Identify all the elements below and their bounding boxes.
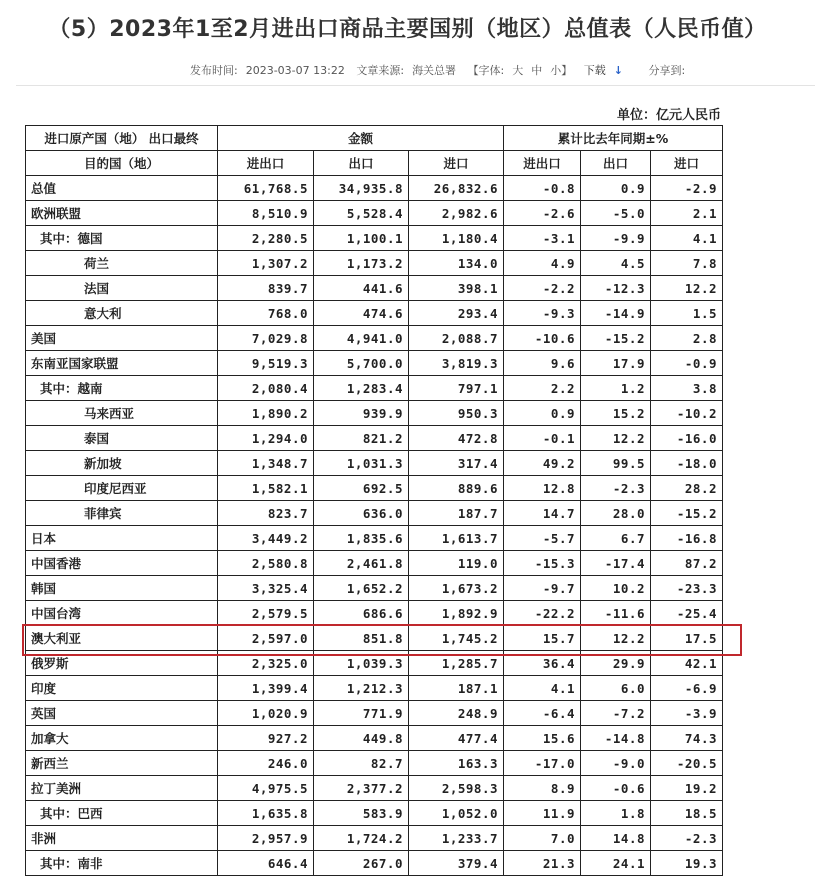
cell-amount-export: 1,039.3	[314, 651, 409, 676]
cell-amount-import: 187.1	[409, 676, 504, 701]
cell-amount-export: 583.9	[314, 801, 409, 826]
cell-amount-import: 2,982.6	[409, 201, 504, 226]
cell-growth-total: -0.8	[504, 176, 581, 201]
article-meta	[190, 62, 693, 78]
region-name: 新西兰	[26, 751, 218, 776]
cell-growth-total: 12.8	[504, 476, 581, 501]
cell-amount-total: 2,580.8	[218, 551, 314, 576]
cell-amount-export: 4,941.0	[314, 326, 409, 351]
cell-amount-import: 1,052.0	[409, 801, 504, 826]
cell-growth-import: -20.5	[651, 751, 723, 776]
cell-growth-export: -0.6	[581, 776, 651, 801]
cell-amount-total: 2,579.5	[218, 601, 314, 626]
cell-growth-import: 18.5	[651, 801, 723, 826]
cell-amount-export: 449.8	[314, 726, 409, 751]
cell-growth-total: 4.9	[504, 251, 581, 276]
header-growth: 累计比去年同期±%	[504, 126, 723, 151]
region-name: 总值	[26, 176, 218, 201]
cell-growth-import: 4.1	[651, 226, 723, 251]
cell-growth-import: -15.2	[651, 501, 723, 526]
header-growth-export: 出口	[581, 151, 651, 176]
table-row	[26, 351, 723, 376]
table-row	[26, 301, 723, 326]
cell-growth-total: -10.6	[504, 326, 581, 351]
table-row	[26, 551, 723, 576]
cell-growth-total: -22.2	[504, 601, 581, 626]
table-row	[26, 251, 723, 276]
font-large-link[interactable]: 大	[512, 64, 524, 77]
region-name: 拉丁美洲	[26, 776, 218, 801]
divider	[16, 85, 815, 86]
region-name: 加拿大	[26, 726, 218, 751]
cell-amount-import: 1,745.2	[409, 626, 504, 651]
cell-amount-total: 2,080.4	[218, 376, 314, 401]
cell-amount-import: 3,819.3	[409, 351, 504, 376]
region-name: 其中：德国	[26, 226, 218, 251]
cell-growth-export: 12.2	[581, 426, 651, 451]
cell-growth-total: 9.6	[504, 351, 581, 376]
cell-amount-import: 317.4	[409, 451, 504, 476]
cell-growth-import: 28.2	[651, 476, 723, 501]
cell-amount-export: 82.7	[314, 751, 409, 776]
cell-growth-export: 29.9	[581, 651, 651, 676]
cell-amount-total: 646.4	[218, 851, 314, 876]
cell-amount-export: 34,935.8	[314, 176, 409, 201]
cell-growth-export: 99.5	[581, 451, 651, 476]
region-name: 马来西亚	[26, 401, 218, 426]
table-row	[26, 826, 723, 851]
region-name: 欧洲联盟	[26, 201, 218, 226]
cell-growth-total: 15.7	[504, 626, 581, 651]
source-label: 文章来源:	[356, 64, 405, 77]
region-name: 泰国	[26, 426, 218, 451]
download-link[interactable]: 下载	[583, 64, 606, 77]
table-row	[26, 651, 723, 676]
cell-amount-import: 379.4	[409, 851, 504, 876]
cell-amount-import: 1,285.7	[409, 651, 504, 676]
header-region-2: 目的国（地）	[26, 151, 218, 176]
cell-growth-import: -16.0	[651, 426, 723, 451]
cell-amount-total: 839.7	[218, 276, 314, 301]
cell-growth-total: -9.7	[504, 576, 581, 601]
cell-amount-total: 1,307.2	[218, 251, 314, 276]
cell-growth-import: 87.2	[651, 551, 723, 576]
cell-growth-import: -25.4	[651, 601, 723, 626]
cell-growth-total: -15.3	[504, 551, 581, 576]
cell-amount-import: 889.6	[409, 476, 504, 501]
cell-growth-total: 4.1	[504, 676, 581, 701]
table-row	[26, 476, 723, 501]
cell-growth-import: 42.1	[651, 651, 723, 676]
cell-amount-total: 2,325.0	[218, 651, 314, 676]
table-row	[26, 726, 723, 751]
table-row	[26, 576, 723, 601]
cell-growth-total: 0.9	[504, 401, 581, 426]
cell-amount-total: 1,294.0	[218, 426, 314, 451]
cell-amount-import: 26,832.6	[409, 176, 504, 201]
cell-growth-export: -5.0	[581, 201, 651, 226]
cell-amount-export: 821.2	[314, 426, 409, 451]
cell-amount-import: 477.4	[409, 726, 504, 751]
cell-amount-total: 8,510.9	[218, 201, 314, 226]
cell-growth-export: -9.0	[581, 751, 651, 776]
header-growth-total: 进出口	[504, 151, 581, 176]
cell-growth-import: 12.2	[651, 276, 723, 301]
cell-growth-import: 19.3	[651, 851, 723, 876]
cell-amount-export: 851.8	[314, 626, 409, 651]
cell-growth-total: 2.2	[504, 376, 581, 401]
cell-growth-import: 74.3	[651, 726, 723, 751]
cell-growth-export: -15.2	[581, 326, 651, 351]
cell-growth-total: 36.4	[504, 651, 581, 676]
cell-amount-import: 797.1	[409, 376, 504, 401]
region-name: 中国台湾	[26, 601, 218, 626]
trade-table	[25, 125, 723, 876]
cell-amount-import: 1,613.7	[409, 526, 504, 551]
cell-growth-import: -2.3	[651, 826, 723, 851]
cell-growth-import: -6.9	[651, 676, 723, 701]
cell-amount-total: 927.2	[218, 726, 314, 751]
cell-amount-import: 398.1	[409, 276, 504, 301]
region-name: 印度	[26, 676, 218, 701]
cell-amount-import: 134.0	[409, 251, 504, 276]
share-label: 分享到:	[648, 64, 686, 77]
region-name: 韩国	[26, 576, 218, 601]
cell-growth-total: 11.9	[504, 801, 581, 826]
source: 海关总署	[412, 64, 457, 77]
cell-amount-total: 2,957.9	[218, 826, 314, 851]
cell-amount-import: 2,088.7	[409, 326, 504, 351]
table-row	[26, 601, 723, 626]
cell-amount-import: 248.9	[409, 701, 504, 726]
table-row	[26, 751, 723, 776]
cell-amount-total: 1,020.9	[218, 701, 314, 726]
header-amount-total: 进出口	[218, 151, 314, 176]
table-row	[26, 801, 723, 826]
cell-growth-import: -0.9	[651, 351, 723, 376]
cell-amount-export: 692.5	[314, 476, 409, 501]
cell-growth-total: 49.2	[504, 451, 581, 476]
cell-growth-total: 14.7	[504, 501, 581, 526]
cell-amount-total: 1,348.7	[218, 451, 314, 476]
table-row	[26, 851, 723, 876]
table-row	[26, 201, 723, 226]
cell-amount-total: 1,582.1	[218, 476, 314, 501]
region-name: 东南亚国家联盟	[26, 351, 218, 376]
cell-amount-export: 771.9	[314, 701, 409, 726]
cell-growth-total: -5.7	[504, 526, 581, 551]
cell-growth-import: -2.9	[651, 176, 723, 201]
cell-amount-total: 1,890.2	[218, 401, 314, 426]
region-name: 其中：越南	[26, 376, 218, 401]
cell-amount-import: 1,673.2	[409, 576, 504, 601]
cell-growth-export: 1.2	[581, 376, 651, 401]
table-row	[26, 776, 723, 801]
cell-amount-import: 1,233.7	[409, 826, 504, 851]
header-amount: 金额	[218, 126, 504, 151]
cell-growth-import: -23.3	[651, 576, 723, 601]
cell-amount-import: 119.0	[409, 551, 504, 576]
region-name: 非洲	[26, 826, 218, 851]
cell-growth-total: 21.3	[504, 851, 581, 876]
cell-amount-export: 636.0	[314, 501, 409, 526]
cell-growth-import: -16.8	[651, 526, 723, 551]
cell-amount-export: 441.6	[314, 276, 409, 301]
header-growth-import: 进口	[651, 151, 723, 176]
cell-amount-export: 5,528.4	[314, 201, 409, 226]
table-row	[26, 426, 723, 451]
cell-growth-total: 7.0	[504, 826, 581, 851]
cell-amount-import: 2,598.3	[409, 776, 504, 801]
region-name: 荷兰	[26, 251, 218, 276]
cell-growth-total: -9.3	[504, 301, 581, 326]
region-name: 其中：南非	[26, 851, 218, 876]
cell-amount-total: 3,449.2	[218, 526, 314, 551]
unit-label: 单位：亿元人民币	[616, 108, 721, 123]
cell-growth-export: -7.2	[581, 701, 651, 726]
cell-amount-export: 1,283.4	[314, 376, 409, 401]
cell-amount-export: 1,724.2	[314, 826, 409, 851]
cell-amount-total: 1,399.4	[218, 676, 314, 701]
cell-amount-total: 2,280.5	[218, 226, 314, 251]
cell-growth-import: -10.2	[651, 401, 723, 426]
cell-growth-export: 24.1	[581, 851, 651, 876]
cell-amount-import: 293.4	[409, 301, 504, 326]
cell-amount-total: 768.0	[218, 301, 314, 326]
table-row	[26, 676, 723, 701]
region-name: 美国	[26, 326, 218, 351]
cell-growth-total: -0.1	[504, 426, 581, 451]
font-size-label: 【字体:	[467, 64, 505, 77]
cell-amount-total: 2,597.0	[218, 626, 314, 651]
region-name: 日本	[26, 526, 218, 551]
cell-amount-import: 1,180.4	[409, 226, 504, 251]
cell-growth-import: 2.1	[651, 201, 723, 226]
region-name: 菲律宾	[26, 501, 218, 526]
cell-amount-import: 950.3	[409, 401, 504, 426]
cell-amount-total: 246.0	[218, 751, 314, 776]
region-name: 新加坡	[26, 451, 218, 476]
table-row	[26, 501, 723, 526]
cell-growth-total: -2.6	[504, 201, 581, 226]
table-row	[26, 526, 723, 551]
header-amount-export: 出口	[314, 151, 409, 176]
font-small-link[interactable]: 小】	[550, 64, 573, 77]
cell-growth-export: 28.0	[581, 501, 651, 526]
cell-amount-export: 2,377.2	[314, 776, 409, 801]
cell-amount-export: 5,700.0	[314, 351, 409, 376]
cell-growth-import: 1.5	[651, 301, 723, 326]
cell-amount-export: 939.9	[314, 401, 409, 426]
cell-growth-export: 12.2	[581, 626, 651, 651]
cell-growth-total: 15.6	[504, 726, 581, 751]
table-row	[26, 326, 723, 351]
cell-amount-export: 267.0	[314, 851, 409, 876]
table-row	[26, 226, 723, 251]
cell-growth-export: -17.4	[581, 551, 651, 576]
cell-growth-total: -17.0	[504, 751, 581, 776]
cell-growth-export: 6.7	[581, 526, 651, 551]
cell-growth-import: -3.9	[651, 701, 723, 726]
region-name: 俄罗斯	[26, 651, 218, 676]
cell-amount-export: 1,173.2	[314, 251, 409, 276]
cell-growth-import: 7.8	[651, 251, 723, 276]
cell-growth-export: 0.9	[581, 176, 651, 201]
table-row	[26, 401, 723, 426]
table-row-highlighted	[26, 626, 723, 651]
header-region: 进口原产国（地） 出口最终	[26, 126, 218, 151]
cell-growth-export: -14.9	[581, 301, 651, 326]
cell-amount-export: 2,461.8	[314, 551, 409, 576]
cell-amount-export: 1,835.6	[314, 526, 409, 551]
cell-growth-import: 2.8	[651, 326, 723, 351]
cell-growth-export: 1.8	[581, 801, 651, 826]
cell-growth-export: -11.6	[581, 601, 651, 626]
cell-amount-import: 163.3	[409, 751, 504, 776]
cell-growth-export: 6.0	[581, 676, 651, 701]
cell-amount-total: 7,029.8	[218, 326, 314, 351]
table-row	[26, 376, 723, 401]
cell-amount-total: 4,975.5	[218, 776, 314, 801]
region-name: 其中：巴西	[26, 801, 218, 826]
cell-growth-export: 15.2	[581, 401, 651, 426]
cell-growth-export: -12.3	[581, 276, 651, 301]
cell-amount-total: 9,519.3	[218, 351, 314, 376]
cell-growth-export: 10.2	[581, 576, 651, 601]
cell-amount-total: 61,768.5	[218, 176, 314, 201]
cell-growth-export: 17.9	[581, 351, 651, 376]
cell-growth-export: -14.8	[581, 726, 651, 751]
region-name: 英国	[26, 701, 218, 726]
cell-growth-total: -2.2	[504, 276, 581, 301]
cell-growth-export: 4.5	[581, 251, 651, 276]
region-name: 澳大利亚	[26, 626, 218, 651]
table-row	[26, 701, 723, 726]
cell-amount-total: 3,325.4	[218, 576, 314, 601]
cell-amount-export: 1,652.2	[314, 576, 409, 601]
table-row	[26, 176, 723, 201]
cell-growth-import: 17.5	[651, 626, 723, 651]
page-title: （5）2023年1至2月进出口商品主要国别（地区）总值表（人民币值）	[48, 17, 767, 42]
cell-growth-total: -3.1	[504, 226, 581, 251]
cell-amount-export: 1,212.3	[314, 676, 409, 701]
cell-growth-import: 19.2	[651, 776, 723, 801]
cell-amount-import: 472.8	[409, 426, 504, 451]
publish-time: 2023-03-07 13:22	[245, 64, 345, 77]
cell-amount-export: 474.6	[314, 301, 409, 326]
cell-growth-total: -6.4	[504, 701, 581, 726]
cell-amount-total: 1,635.8	[218, 801, 314, 826]
table-row	[26, 451, 723, 476]
table-row	[26, 276, 723, 301]
cell-growth-import: 3.8	[651, 376, 723, 401]
cell-growth-export: 14.8	[581, 826, 651, 851]
font-medium-link[interactable]: 中	[531, 64, 543, 77]
cell-growth-import: -18.0	[651, 451, 723, 476]
region-name: 中国香港	[26, 551, 218, 576]
cell-amount-export: 1,031.3	[314, 451, 409, 476]
cell-amount-total: 823.7	[218, 501, 314, 526]
download-icon[interactable]: ↓	[613, 64, 623, 77]
cell-amount-import: 187.7	[409, 501, 504, 526]
region-name: 法国	[26, 276, 218, 301]
cell-growth-total: 8.9	[504, 776, 581, 801]
region-name: 意大利	[26, 301, 218, 326]
cell-amount-export: 1,100.1	[314, 226, 409, 251]
header-amount-import: 进口	[409, 151, 504, 176]
cell-growth-export: -9.9	[581, 226, 651, 251]
cell-growth-export: -2.3	[581, 476, 651, 501]
region-name: 印度尼西亚	[26, 476, 218, 501]
cell-amount-import: 1,892.9	[409, 601, 504, 626]
publish-label: 发布时间:	[190, 64, 238, 77]
cell-amount-export: 686.6	[314, 601, 409, 626]
